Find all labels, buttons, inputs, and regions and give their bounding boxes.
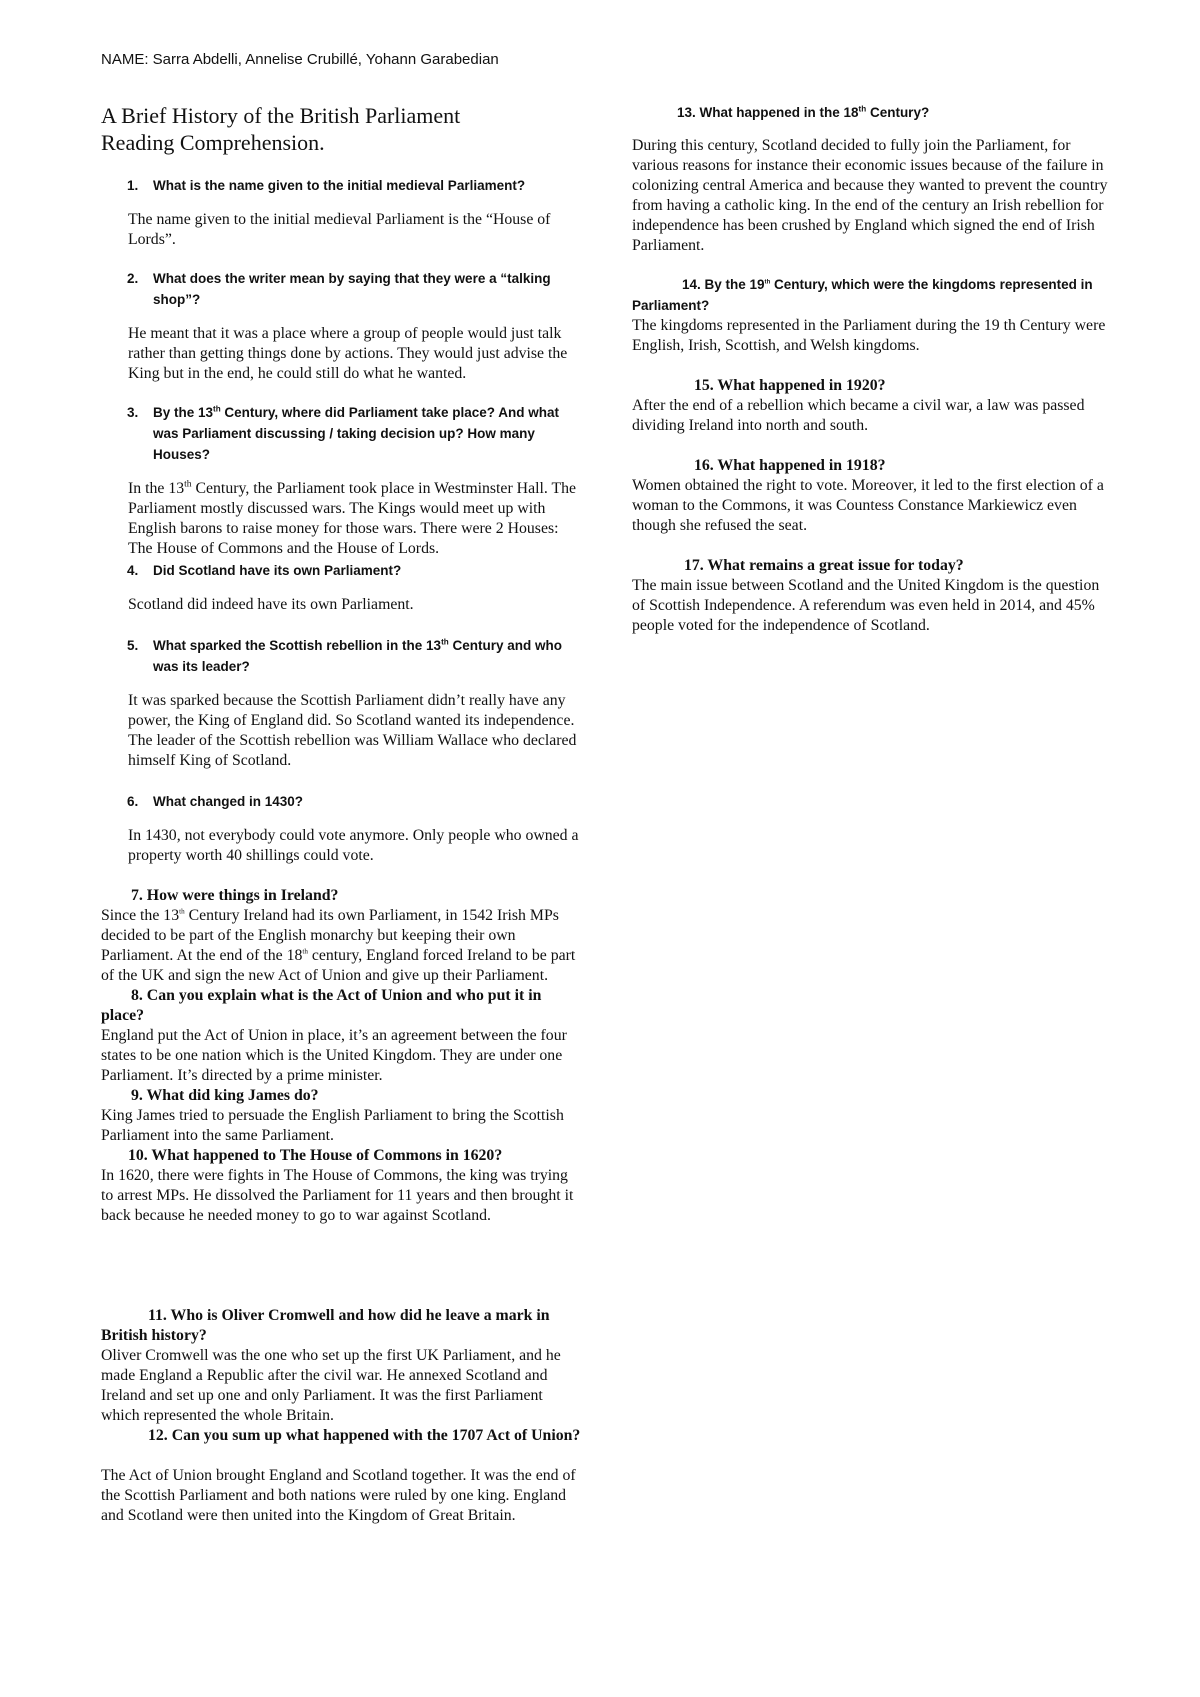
question-number: 6. <box>127 794 139 809</box>
question-11: 11. Who is Oliver Cromwell and how did he leave a mark in British history? <box>101 1307 550 1344</box>
answer-11: Oliver Cromwell was the one who set up the first UK Parliament, and he made England a Republic after the civil war. He annexed Scotland and Ireland and set up one and only Parliament. It was the first Parliament which represented the whole Britain. <box>101 1347 561 1424</box>
answer-3: In the 13th Century, the Parliament took place in Westminster Hall. The Parliament mostly discussed wars. The Kings would meet up with English barons to raise money for those wars. There were 2 Houses: The House of Commons and the House of Lords. <box>128 479 577 557</box>
answer-2: He meant that it was a place where a group of people would just talk rather than getting things done by actions. They would just advise the King but in the end, he could still do what he wanted. <box>128 325 568 382</box>
question-6 <box>101 791 581 812</box>
answer-13: During this century, Scotland decided to fully join the Parliament, for various reasons for instance their economic issues because of the failure in colonizing central America and because they wanted to prevent the country from having a catholic king. In the end of the century an Irish rebellion for independence has been crushed by England which signed the end of Irish Parliament. <box>632 137 1108 254</box>
answer-5: It was sparked because the Scottish Parliament didn’t really have any power, the King of England did. So Scotland wanted its independence. The leader of the Scottish rebellion was William Wallace who declared himself King of Scotland. <box>128 692 577 769</box>
question-text: What is the name given to the initial medieval Parliament? <box>153 178 526 193</box>
question-5 <box>101 635 581 677</box>
right-column <box>632 102 1112 636</box>
question-number: 3. <box>127 405 139 420</box>
question-1 <box>101 175 581 196</box>
question-text: By the 13th Century, where did Parliament take place? And what was Parliament discussing / taking decision up? How many Houses? <box>153 404 560 462</box>
answer-12: The Act of Union brought England and Scotland together. It was the end of the Scottish Parliament and both nations were ruled by one king. England and Scotland were then united into the Kingdom of Great Britain. <box>101 1467 576 1524</box>
question-8: 8. Can you explain what is the Act of Union and who put it in place? <box>101 987 542 1024</box>
answer-10: In 1620, there were fights in The House of Commons, the king was trying to arrest MPs. He dissolved the Parliament for 11 years and then brought it back because he needed money to go to war against Scotland. <box>101 1167 574 1224</box>
question-14: 14. By the 19th Century, which were the kingdoms represented in Parliament? <box>632 277 1093 313</box>
question-text: What does the writer mean by saying that they were a “talking shop”? <box>153 271 551 307</box>
answer-9: King James tried to persuade the English Parliament to bring the Scottish Parliament into the same Parliament. <box>101 1107 564 1144</box>
answer-8: England put the Act of Union in place, it’s an agreement between the four states to be one nation which is the United Kingdom. They are under one Parliament. It’s directed by a prime minister. <box>101 1027 567 1084</box>
answer-4: Scotland did indeed have its own Parliament. <box>128 596 414 613</box>
title-line-2: Reading Comprehension. <box>101 130 325 155</box>
question-9: 9. What did king James do? <box>131 1087 319 1104</box>
title-line-1: A Brief History of the British Parliament <box>101 103 461 128</box>
question-number: 5. <box>127 638 139 653</box>
answer-1: The name given to the initial medieval Parliament is the “House of Lords”. <box>128 211 551 248</box>
answer-14: The kingdoms represented in the Parliament during the 19 th Century were English, Irish, Scottish, and Welsh kingdoms. <box>632 317 1106 354</box>
left-column <box>101 102 581 1526</box>
question-13: 13. What happened in the 18th Century? <box>677 104 930 120</box>
answer-16: Women obtained the right to vote. Moreover, it led to the first election of a woman to the Commons, it was Countess Constance Markiewicz even though she refused the seat. <box>632 477 1104 534</box>
answer-17: The main issue between Scotland and the United Kingdom is the question of Scottish Independence. A referendum was even held in 2014, and 45% people voted for the independence of Scotland. <box>632 577 1100 634</box>
question-number: 2. <box>127 271 139 286</box>
page-title <box>101 102 581 156</box>
question-15: 15. What happened in 1920? <box>694 377 886 394</box>
question-10: 10. What happened to The House of Commons in 1620? <box>128 1147 503 1164</box>
question-text: Did Scotland have its own Parliament? <box>153 563 402 578</box>
question-text: What changed in 1430? <box>153 794 304 809</box>
answer-7: Since the 13th Century Ireland had its own Parliament, in 1542 Irish MPs decided to be part of the English monarchy but keeping their own Parliament. At the end of the 18th century, England forced Ireland to be part of the UK and sign the new Act of Union and give up their Parliament. <box>101 907 576 984</box>
question-16: 16. What happened in 1918? <box>694 457 886 474</box>
question-7: 7. How were things in Ireland? <box>131 887 339 904</box>
question-number: 1. <box>127 178 139 193</box>
question-number: 4. <box>127 563 139 578</box>
question-text: What sparked the Scottish rebellion in the 13th Century and who was its leader? <box>153 637 562 674</box>
question-17: 17. What remains a great issue for today? <box>684 557 964 574</box>
question-4 <box>101 560 581 581</box>
question-2 <box>101 268 581 310</box>
question-3 <box>101 402 581 465</box>
answer-15: After the end of a rebellion which became a civil war, a law was passed dividing Ireland into north and south. <box>632 397 1085 434</box>
answer-6: In 1430, not everybody could vote anymore. Only people who owned a property worth 40 shillings could vote. <box>128 827 579 864</box>
student-names: NAME: Sarra Abdelli, Annelise Crubillé, Yohann Garabedian <box>101 51 499 68</box>
question-12: 12. Can you sum up what happened with the 1707 Act of Union? <box>148 1427 581 1444</box>
